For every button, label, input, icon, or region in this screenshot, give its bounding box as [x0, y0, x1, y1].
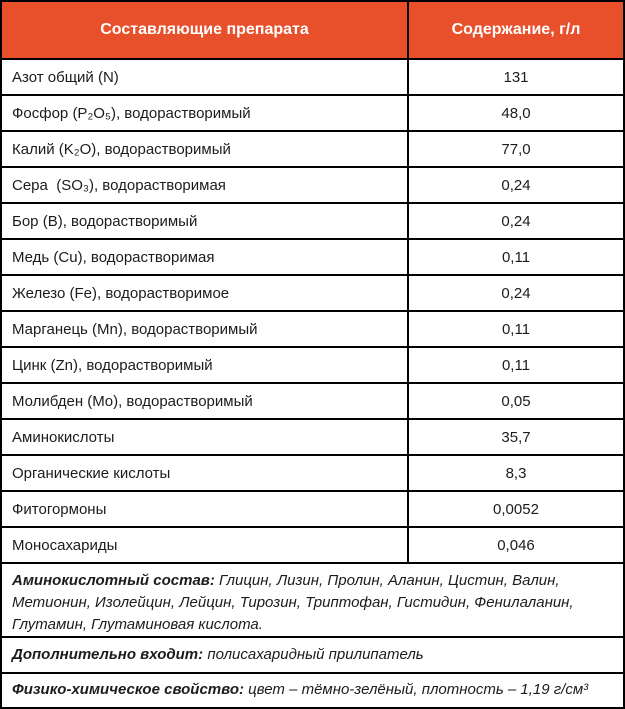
component-name: Медь (Cu), водорастворимая [2, 240, 409, 274]
table-row [2, 60, 623, 96]
component-value: 0,05 [501, 392, 531, 410]
component-value: 0,0052 [493, 500, 539, 518]
header-content-column: Содержание, г/л [451, 21, 581, 38]
note-label: Дополнительно входит: [12, 646, 204, 663]
component-name: Калий (K₂O), водорастворимый [2, 132, 409, 166]
component-value: 0,24 [501, 284, 531, 302]
note-label: Физико-химическое свойство: [12, 681, 244, 698]
component-name: Марганець (Mn), водорастворимый [2, 312, 409, 346]
physico-chemical-property-note [2, 674, 623, 707]
table-row [2, 276, 623, 312]
component-name: Фитогормоны [2, 492, 409, 526]
component-value: 77,0 [501, 140, 531, 158]
component-name: Железо (Fe), водорастворимое [2, 276, 409, 310]
component-value: 0,046 [497, 536, 535, 554]
component-value: 0,11 [501, 356, 531, 374]
component-value: 35,7 [501, 428, 531, 446]
table-row [2, 348, 623, 384]
table-row [2, 96, 623, 132]
component-name: Органические кислоты [2, 456, 409, 490]
component-name: Сера (SO₃), водорастворимая [2, 168, 409, 202]
component-value: 0,24 [501, 212, 531, 230]
table-row [2, 240, 623, 276]
table-row [2, 528, 623, 564]
component-name: Фосфор (P₂O₅), водорастворимый [2, 96, 409, 130]
component-name: Азот общий (N) [2, 60, 409, 94]
table-row [2, 456, 623, 492]
table-row [2, 132, 623, 168]
table-row [2, 168, 623, 204]
additional-ingredient-note [2, 638, 623, 674]
component-value: 8,3 [505, 464, 527, 482]
table-header-row [2, 2, 623, 60]
note-text: Глицин, Лизин, Пролин, Аланин, Цистин, Валин, Метионин, Изолейцин, Лейцин, Тирозин, Триптофан, Гистидин, Фенилаланин, Глутамин, Глутаминовая кислота. [12, 572, 574, 633]
table-row [2, 384, 623, 420]
table-row [2, 420, 623, 456]
table-row [2, 312, 623, 348]
header-components-column: Составляющие препарата [2, 2, 409, 58]
table-row [2, 204, 623, 240]
component-name: Аминокислоты [2, 420, 409, 454]
component-name: Моносахариды [2, 528, 409, 562]
component-value: 0,11 [501, 248, 531, 266]
note-text: полисахаридный прилипатель [207, 646, 424, 663]
component-name: Бор (B), водорастворимый [2, 204, 409, 238]
component-name: Цинк (Zn), водорастворимый [2, 348, 409, 382]
note-label: Аминокислотный состав: [12, 572, 215, 589]
note-text: цвет – тёмно-зелёный, плотность – 1,19 г/см³ [248, 681, 589, 698]
table-row [2, 492, 623, 528]
component-value: 131 [503, 68, 529, 86]
amino-acid-composition-note [2, 564, 623, 638]
component-value: 0,24 [501, 176, 531, 194]
component-value: 0,11 [501, 320, 531, 338]
component-value: 48,0 [501, 104, 531, 122]
component-name: Молибден (Mo), водорастворимый [2, 384, 409, 418]
